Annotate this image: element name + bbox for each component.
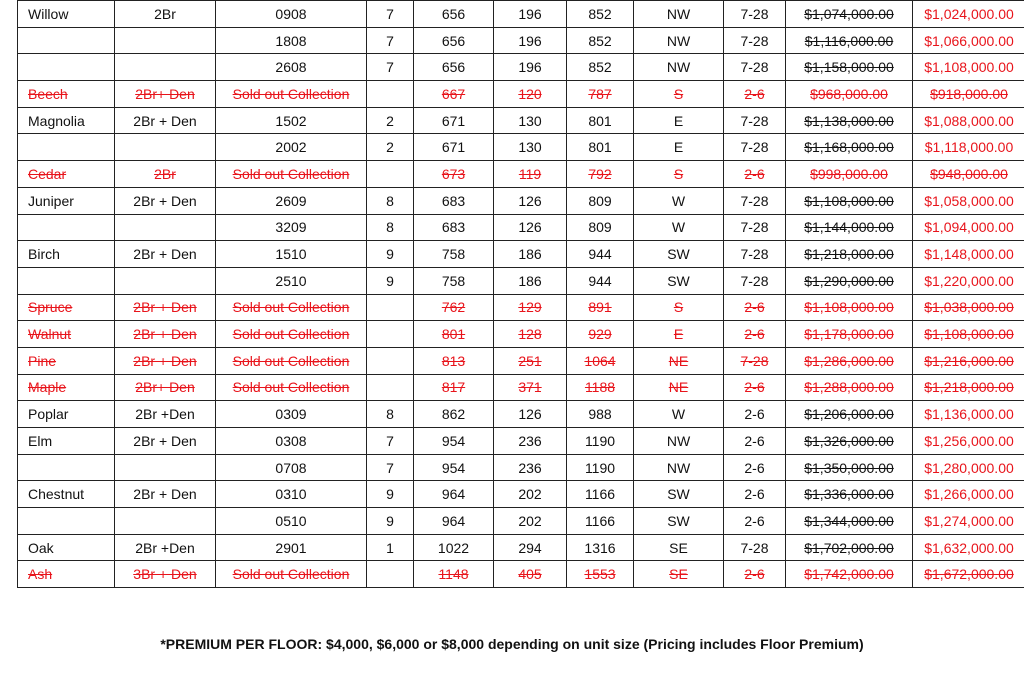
- total-sqft-cell: 787: [567, 81, 634, 108]
- total-sqft-cell: 891: [567, 294, 634, 321]
- interior-sqft-cell: 954: [414, 454, 494, 481]
- current-price-cell: $1,256,000.00: [913, 428, 1024, 455]
- current-price-cell: $1,108,000.00: [913, 321, 1024, 348]
- interior-sqft-cell: 656: [414, 27, 494, 54]
- total-sqft-cell: 809: [567, 214, 634, 241]
- unit-type-cell: [115, 508, 216, 535]
- original-price-cell: $1,144,000.00: [786, 214, 913, 241]
- exposure-cell: SW: [634, 241, 724, 268]
- interior-sqft-cell: 813: [414, 347, 494, 374]
- floor-count-cell: 9: [367, 508, 414, 535]
- unit-type-cell: 2Br+ Den: [115, 81, 216, 108]
- unit-number-cell: 2901: [216, 534, 367, 561]
- floor-count-cell: [367, 161, 414, 188]
- floor-count-cell: [367, 81, 414, 108]
- exterior-sqft-cell: 202: [494, 508, 567, 535]
- unit-type-cell: [115, 27, 216, 54]
- interior-sqft-cell: 667: [414, 81, 494, 108]
- exposure-cell: NW: [634, 428, 724, 455]
- current-price-cell: $1,632,000.00: [913, 534, 1024, 561]
- plan-name-cell: Chestnut: [18, 481, 115, 508]
- unit-number-cell: Sold out Collection: [216, 321, 367, 348]
- table-row: [18, 134, 1024, 161]
- plan-name-cell: Birch: [18, 241, 115, 268]
- plan-name-cell: Oak: [18, 534, 115, 561]
- exterior-sqft-cell: 294: [494, 534, 567, 561]
- original-price-cell: $1,116,000.00: [786, 27, 913, 54]
- total-sqft-cell: 809: [567, 187, 634, 214]
- unit-type-cell: 2Br + Den: [115, 107, 216, 134]
- exposure-cell: NW: [634, 54, 724, 81]
- unit-number-cell: 0708: [216, 454, 367, 481]
- table-row-sold-out: [18, 347, 1024, 374]
- table-row: [18, 1, 1024, 28]
- exposure-cell: S: [634, 81, 724, 108]
- table-row: [18, 54, 1024, 81]
- plan-name-cell: Willow: [18, 1, 115, 28]
- total-sqft-cell: 944: [567, 241, 634, 268]
- floor-count-cell: [367, 374, 414, 401]
- exposure-cell: W: [634, 187, 724, 214]
- interior-sqft-cell: 801: [414, 321, 494, 348]
- floor-count-cell: 8: [367, 214, 414, 241]
- exterior-sqft-cell: 119: [494, 161, 567, 188]
- plan-name-cell: Juniper: [18, 187, 115, 214]
- original-price-cell: $1,074,000.00: [786, 1, 913, 28]
- unit-number-cell: 2609: [216, 187, 367, 214]
- original-price-cell: $1,178,000.00: [786, 321, 913, 348]
- exposure-cell: S: [634, 294, 724, 321]
- unit-type-cell: 2Br +Den: [115, 534, 216, 561]
- floor-range-cell: 2-6: [724, 508, 786, 535]
- exposure-cell: S: [634, 161, 724, 188]
- original-price-cell: $1,702,000.00: [786, 534, 913, 561]
- original-price-cell: $1,350,000.00: [786, 454, 913, 481]
- unit-number-cell: Sold out Collection: [216, 374, 367, 401]
- floor-range-cell: 2-6: [724, 481, 786, 508]
- floor-count-cell: 9: [367, 481, 414, 508]
- interior-sqft-cell: 656: [414, 54, 494, 81]
- total-sqft-cell: 1316: [567, 534, 634, 561]
- floor-count-cell: 1: [367, 534, 414, 561]
- unit-type-cell: 2Br +Den: [115, 401, 216, 428]
- floor-range-cell: 7-28: [724, 241, 786, 268]
- current-price-cell: $1,218,000.00: [913, 374, 1024, 401]
- unit-number-cell: Sold out Collection: [216, 81, 367, 108]
- interior-sqft-cell: 758: [414, 267, 494, 294]
- current-price-cell: $1,216,000.00: [913, 347, 1024, 374]
- floor-range-cell: 7-28: [724, 267, 786, 294]
- exterior-sqft-cell: 236: [494, 428, 567, 455]
- original-price-cell: $1,336,000.00: [786, 481, 913, 508]
- total-sqft-cell: 852: [567, 27, 634, 54]
- interior-sqft-cell: 954: [414, 428, 494, 455]
- current-price-cell: $948,000.00: [913, 161, 1024, 188]
- interior-sqft-cell: 673: [414, 161, 494, 188]
- original-price-cell: $1,344,000.00: [786, 508, 913, 535]
- original-price-cell: $998,000.00: [786, 161, 913, 188]
- current-price-cell: $1,148,000.00: [913, 241, 1024, 268]
- total-sqft-cell: 1190: [567, 454, 634, 481]
- plan-name-cell: [18, 214, 115, 241]
- plan-name-cell: Spruce: [18, 294, 115, 321]
- exposure-cell: E: [634, 107, 724, 134]
- unit-number-cell: 2510: [216, 267, 367, 294]
- plan-name-cell: Ash: [18, 561, 115, 588]
- unit-number-cell: 2608: [216, 54, 367, 81]
- exterior-sqft-cell: 405: [494, 561, 567, 588]
- unit-number-cell: 0309: [216, 401, 367, 428]
- table-row-sold-out: [18, 561, 1024, 588]
- unit-number-cell: Sold out Collection: [216, 294, 367, 321]
- interior-sqft-cell: 671: [414, 134, 494, 161]
- original-price-cell: $1,286,000.00: [786, 347, 913, 374]
- table-row: [18, 241, 1024, 268]
- exterior-sqft-cell: 120: [494, 81, 567, 108]
- exterior-sqft-cell: 251: [494, 347, 567, 374]
- interior-sqft-cell: 671: [414, 107, 494, 134]
- exposure-cell: SW: [634, 508, 724, 535]
- total-sqft-cell: 929: [567, 321, 634, 348]
- floor-count-cell: 7: [367, 27, 414, 54]
- exterior-sqft-cell: 130: [494, 134, 567, 161]
- floor-count-cell: [367, 347, 414, 374]
- total-sqft-cell: 1190: [567, 428, 634, 455]
- interior-sqft-cell: 862: [414, 401, 494, 428]
- plan-name-cell: [18, 134, 115, 161]
- unit-type-cell: [115, 54, 216, 81]
- unit-number-cell: 1502: [216, 107, 367, 134]
- original-price-cell: $1,218,000.00: [786, 241, 913, 268]
- table-row: [18, 481, 1024, 508]
- unit-number-cell: 1510: [216, 241, 367, 268]
- unit-number-cell: Sold out Collection: [216, 347, 367, 374]
- current-price-cell: $1,672,000.00: [913, 561, 1024, 588]
- unit-type-cell: 2Br + Den: [115, 187, 216, 214]
- table-row-sold-out: [18, 294, 1024, 321]
- table-row: [18, 27, 1024, 54]
- total-sqft-cell: 801: [567, 107, 634, 134]
- exposure-cell: E: [634, 134, 724, 161]
- total-sqft-cell: 792: [567, 161, 634, 188]
- exterior-sqft-cell: 371: [494, 374, 567, 401]
- interior-sqft-cell: 817: [414, 374, 494, 401]
- original-price-cell: $1,290,000.00: [786, 267, 913, 294]
- current-price-cell: $1,266,000.00: [913, 481, 1024, 508]
- original-price-cell: $1,288,000.00: [786, 374, 913, 401]
- exposure-cell: NE: [634, 347, 724, 374]
- exposure-cell: NW: [634, 27, 724, 54]
- unit-type-cell: [115, 134, 216, 161]
- floor-count-cell: [367, 294, 414, 321]
- plan-name-cell: [18, 267, 115, 294]
- exposure-cell: NE: [634, 374, 724, 401]
- total-sqft-cell: 988: [567, 401, 634, 428]
- unit-type-cell: 2Br+ Den: [115, 374, 216, 401]
- floor-range-cell: 7-28: [724, 27, 786, 54]
- unit-number-cell: 0908: [216, 1, 367, 28]
- plan-name-cell: Pine: [18, 347, 115, 374]
- plan-name-cell: Beech: [18, 81, 115, 108]
- unit-number-cell: 2002: [216, 134, 367, 161]
- floor-range-cell: 2-6: [724, 401, 786, 428]
- table-row: [18, 534, 1024, 561]
- floor-range-cell: 2-6: [724, 81, 786, 108]
- floor-count-cell: 7: [367, 454, 414, 481]
- current-price-cell: $1,094,000.00: [913, 214, 1024, 241]
- unit-type-cell: 2Br: [115, 161, 216, 188]
- total-sqft-cell: 1188: [567, 374, 634, 401]
- floor-range-cell: 7-28: [724, 54, 786, 81]
- floor-range-cell: 7-28: [724, 134, 786, 161]
- floor-range-cell: 7-28: [724, 1, 786, 28]
- floor-count-cell: 8: [367, 187, 414, 214]
- unit-number-cell: 0510: [216, 508, 367, 535]
- table-row: [18, 428, 1024, 455]
- plan-name-cell: Magnolia: [18, 107, 115, 134]
- floor-count-cell: [367, 561, 414, 588]
- pricing-table-body: [18, 1, 1024, 588]
- exposure-cell: SW: [634, 481, 724, 508]
- exterior-sqft-cell: 196: [494, 27, 567, 54]
- original-price-cell: $1,158,000.00: [786, 54, 913, 81]
- original-price-cell: $1,138,000.00: [786, 107, 913, 134]
- exposure-cell: W: [634, 214, 724, 241]
- plan-name-cell: Elm: [18, 428, 115, 455]
- current-price-cell: $1,058,000.00: [913, 187, 1024, 214]
- total-sqft-cell: 1064: [567, 347, 634, 374]
- interior-sqft-cell: 964: [414, 508, 494, 535]
- exposure-cell: NW: [634, 1, 724, 28]
- exterior-sqft-cell: 196: [494, 1, 567, 28]
- exterior-sqft-cell: 186: [494, 267, 567, 294]
- exposure-cell: SE: [634, 561, 724, 588]
- interior-sqft-cell: 758: [414, 241, 494, 268]
- table-row: [18, 267, 1024, 294]
- interior-sqft-cell: 762: [414, 294, 494, 321]
- current-price-cell: $1,118,000.00: [913, 134, 1024, 161]
- interior-sqft-cell: 683: [414, 187, 494, 214]
- unit-type-cell: 2Br + Den: [115, 428, 216, 455]
- exposure-cell: W: [634, 401, 724, 428]
- current-price-cell: $1,066,000.00: [913, 27, 1024, 54]
- unit-type-cell: 2Br + Den: [115, 294, 216, 321]
- interior-sqft-cell: 1022: [414, 534, 494, 561]
- exterior-sqft-cell: 129: [494, 294, 567, 321]
- unit-number-cell: 0310: [216, 481, 367, 508]
- table-row-sold-out: [18, 321, 1024, 348]
- exposure-cell: SW: [634, 267, 724, 294]
- floor-range-cell: 2-6: [724, 161, 786, 188]
- floor-count-cell: [367, 321, 414, 348]
- total-sqft-cell: 1166: [567, 508, 634, 535]
- plan-name-cell: Cedar: [18, 161, 115, 188]
- unit-number-cell: 1808: [216, 27, 367, 54]
- exterior-sqft-cell: 130: [494, 107, 567, 134]
- unit-type-cell: 2Br: [115, 1, 216, 28]
- exposure-cell: SE: [634, 534, 724, 561]
- floor-count-cell: 7: [367, 428, 414, 455]
- table-row-sold-out: [18, 374, 1024, 401]
- floor-range-cell: 2-6: [724, 374, 786, 401]
- total-sqft-cell: 852: [567, 54, 634, 81]
- exterior-sqft-cell: 236: [494, 454, 567, 481]
- table-row: [18, 187, 1024, 214]
- interior-sqft-cell: 1148: [414, 561, 494, 588]
- interior-sqft-cell: 964: [414, 481, 494, 508]
- unit-type-cell: 2Br + Den: [115, 241, 216, 268]
- exterior-sqft-cell: 186: [494, 241, 567, 268]
- pricing-table: [17, 0, 1024, 588]
- exposure-cell: E: [634, 321, 724, 348]
- unit-type-cell: 2Br + Den: [115, 481, 216, 508]
- current-price-cell: $1,274,000.00: [913, 508, 1024, 535]
- current-price-cell: $918,000.00: [913, 81, 1024, 108]
- floor-range-cell: 2-6: [724, 294, 786, 321]
- unit-number-cell: Sold out Collection: [216, 561, 367, 588]
- unit-number-cell: 3209: [216, 214, 367, 241]
- floor-range-cell: 7-28: [724, 187, 786, 214]
- plan-name-cell: [18, 54, 115, 81]
- plan-name-cell: Walnut: [18, 321, 115, 348]
- exposure-cell: NW: [634, 454, 724, 481]
- table-row: [18, 107, 1024, 134]
- floor-range-cell: 7-28: [724, 534, 786, 561]
- unit-type-cell: 3Br + Den: [115, 561, 216, 588]
- floor-range-cell: 2-6: [724, 428, 786, 455]
- floor-range-cell: 7-28: [724, 347, 786, 374]
- plan-name-cell: Poplar: [18, 401, 115, 428]
- floor-count-cell: 7: [367, 54, 414, 81]
- floor-range-cell: 2-6: [724, 454, 786, 481]
- original-price-cell: $1,206,000.00: [786, 401, 913, 428]
- floor-count-cell: 2: [367, 134, 414, 161]
- unit-number-cell: Sold out Collection: [216, 161, 367, 188]
- table-row-sold-out: [18, 161, 1024, 188]
- unit-type-cell: 2Br + Den: [115, 321, 216, 348]
- interior-sqft-cell: 656: [414, 1, 494, 28]
- floor-count-cell: 9: [367, 241, 414, 268]
- total-sqft-cell: 1553: [567, 561, 634, 588]
- current-price-cell: $1,038,000.00: [913, 294, 1024, 321]
- plan-name-cell: [18, 508, 115, 535]
- current-price-cell: $1,280,000.00: [913, 454, 1024, 481]
- plan-name-cell: [18, 454, 115, 481]
- floor-count-cell: 9: [367, 267, 414, 294]
- original-price-cell: $968,000.00: [786, 81, 913, 108]
- total-sqft-cell: 944: [567, 267, 634, 294]
- original-price-cell: $1,168,000.00: [786, 134, 913, 161]
- table-row: [18, 214, 1024, 241]
- original-price-cell: $1,326,000.00: [786, 428, 913, 455]
- floor-count-cell: 2: [367, 107, 414, 134]
- exterior-sqft-cell: 126: [494, 214, 567, 241]
- unit-number-cell: 0308: [216, 428, 367, 455]
- floor-premium-footnote: *PREMIUM PER FLOOR: $4,000, $6,000 or $8,000 depending on unit size (Pricing includes Floor Premium): [160, 636, 864, 652]
- current-price-cell: $1,136,000.00: [913, 401, 1024, 428]
- total-sqft-cell: 1166: [567, 481, 634, 508]
- exterior-sqft-cell: 202: [494, 481, 567, 508]
- current-price-cell: $1,220,000.00: [913, 267, 1024, 294]
- original-price-cell: $1,742,000.00: [786, 561, 913, 588]
- current-price-cell: $1,088,000.00: [913, 107, 1024, 134]
- interior-sqft-cell: 683: [414, 214, 494, 241]
- floor-count-cell: 7: [367, 1, 414, 28]
- total-sqft-cell: 852: [567, 1, 634, 28]
- exterior-sqft-cell: 196: [494, 54, 567, 81]
- unit-type-cell: [115, 214, 216, 241]
- table-row: [18, 401, 1024, 428]
- table-row: [18, 454, 1024, 481]
- exterior-sqft-cell: 126: [494, 401, 567, 428]
- floor-range-cell: 2-6: [724, 561, 786, 588]
- original-price-cell: $1,108,000.00: [786, 294, 913, 321]
- table-row-sold-out: [18, 81, 1024, 108]
- plan-name-cell: [18, 27, 115, 54]
- floor-range-cell: 7-28: [724, 107, 786, 134]
- table-row: [18, 508, 1024, 535]
- exterior-sqft-cell: 126: [494, 187, 567, 214]
- floor-count-cell: 8: [367, 401, 414, 428]
- unit-type-cell: [115, 267, 216, 294]
- unit-type-cell: 2Br + Den: [115, 347, 216, 374]
- current-price-cell: $1,024,000.00: [913, 1, 1024, 28]
- unit-type-cell: [115, 454, 216, 481]
- total-sqft-cell: 801: [567, 134, 634, 161]
- floor-range-cell: 2-6: [724, 321, 786, 348]
- current-price-cell: $1,108,000.00: [913, 54, 1024, 81]
- plan-name-cell: Maple: [18, 374, 115, 401]
- original-price-cell: $1,108,000.00: [786, 187, 913, 214]
- exterior-sqft-cell: 128: [494, 321, 567, 348]
- floor-range-cell: 7-28: [724, 214, 786, 241]
